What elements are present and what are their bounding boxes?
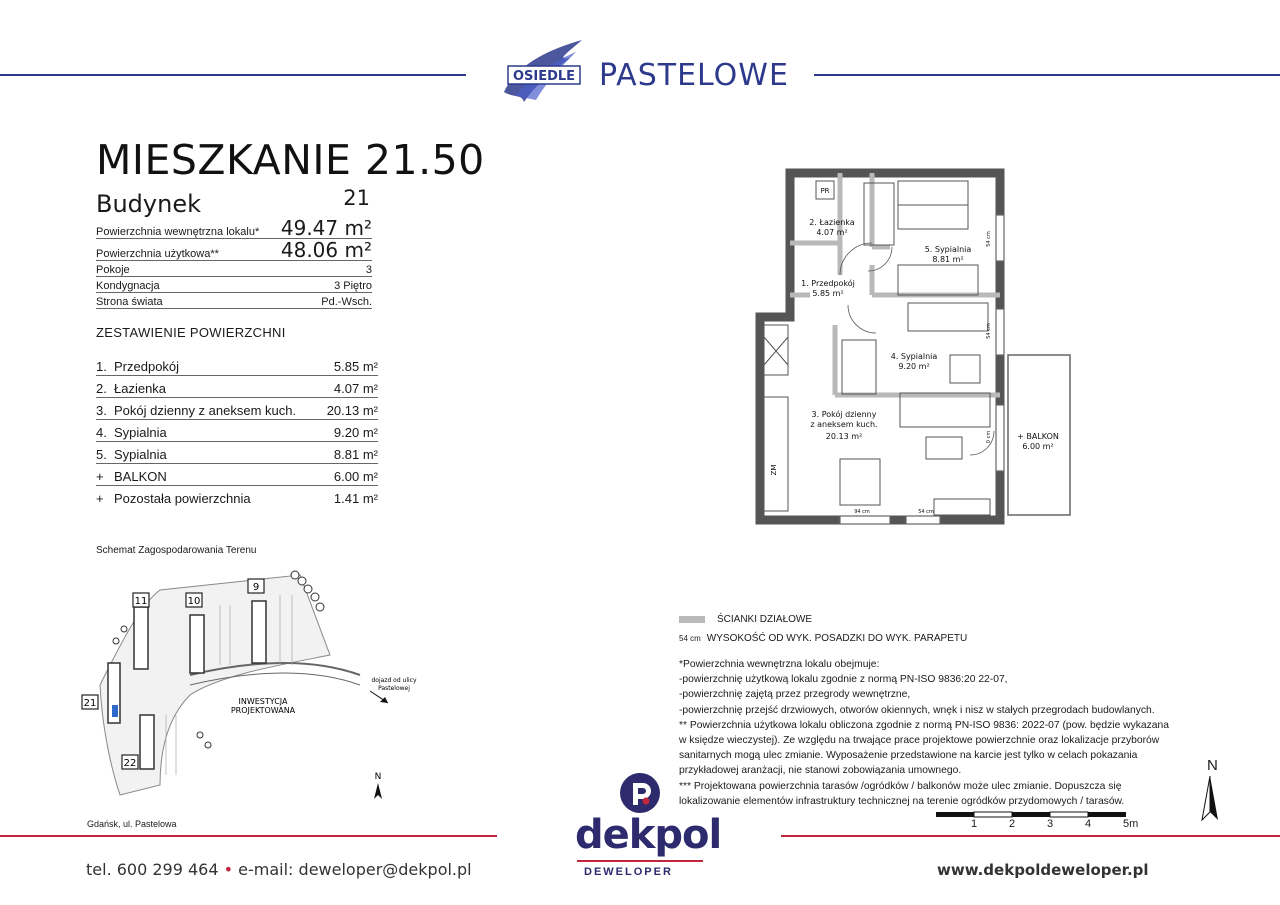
contact-info bbox=[86, 860, 472, 879]
room-label: 5. Sypialnia bbox=[924, 245, 972, 254]
partition-swatch bbox=[679, 616, 705, 623]
room-row bbox=[96, 354, 378, 376]
param-value: Pd.-Wsch. bbox=[321, 296, 372, 308]
access-label: dojazd od ulicy bbox=[371, 677, 417, 684]
scale-bar bbox=[936, 810, 1136, 820]
dekpol-logo-icon bbox=[619, 772, 661, 814]
param-row bbox=[96, 261, 372, 277]
room-area-label: 6.00 m² bbox=[1022, 442, 1054, 451]
room-area: 6.00 m² bbox=[333, 469, 378, 484]
param-label: Kondygnacja bbox=[96, 280, 160, 292]
dimension-label: 54 cm bbox=[918, 509, 934, 515]
room-area: 20.13 m² bbox=[326, 403, 378, 418]
separator-dot-icon: • bbox=[223, 860, 234, 879]
dimension-label: 94 cm bbox=[854, 509, 870, 515]
room-label: 1. Przedpokój bbox=[801, 279, 855, 288]
room-row bbox=[96, 398, 378, 420]
room-area: 5.85 m² bbox=[333, 359, 378, 374]
room-area: 9.20 m² bbox=[333, 425, 378, 440]
brand-name: dekpol bbox=[575, 812, 722, 858]
room-row bbox=[96, 486, 378, 507]
footer-line-right bbox=[781, 835, 1280, 837]
legend-height-text: WYSOKOŚĆ OD WYK. POSADZKI DO WYK. PARAPETU bbox=[706, 633, 968, 644]
room-number: + bbox=[96, 491, 104, 506]
north-label: N bbox=[374, 772, 382, 782]
floor-plan bbox=[750, 165, 1080, 535]
room-name: Łazienka bbox=[114, 381, 167, 396]
param-row bbox=[96, 239, 372, 261]
room-name: BALKON bbox=[114, 469, 167, 484]
param-value: 48.06 m² bbox=[280, 238, 372, 262]
dimension-label: 54 cm bbox=[986, 323, 992, 339]
site-address: Gdańsk, ul. Pastelowa bbox=[87, 819, 177, 829]
scale-label: 3 bbox=[1047, 818, 1054, 830]
apartment-title: MIESZKANIE 21.50 bbox=[96, 136, 485, 184]
room-label: + BALKON bbox=[1017, 432, 1059, 441]
room-area: 4.07 m² bbox=[333, 381, 378, 396]
room-area-label: 20.13 m² bbox=[825, 432, 863, 441]
website-link[interactable]: www.dekpoldeweloper.pl bbox=[937, 861, 1149, 879]
note-line: ** Powierzchnia użytkowa lokalu obliczona zgodnie z normą PN-ISO 9836: 2022-07 (pow. będzie wykazana bbox=[679, 719, 1169, 731]
dimension-label: 54 cm bbox=[986, 231, 992, 247]
room-area-label: 9.20 m² bbox=[898, 362, 930, 371]
email-link[interactable]: e-mail: deweloper@dekpol.pl bbox=[238, 860, 472, 879]
header-line-left bbox=[0, 74, 466, 76]
note-line: -powierzchnię użytkową lokalu zgodnie z normą PN-ISO 9836:20 22-07, bbox=[679, 674, 1008, 686]
room-area-label: 4.07 m² bbox=[816, 228, 848, 237]
param-label: Pokoje bbox=[96, 264, 130, 276]
room-number: 2. bbox=[96, 381, 107, 396]
room-row bbox=[96, 420, 378, 442]
building-label: 9 bbox=[252, 582, 260, 593]
phone-number[interactable]: tel. 600 299 464 bbox=[86, 860, 219, 879]
north-arrow-icon bbox=[374, 783, 382, 799]
room-number: 1. bbox=[96, 359, 107, 374]
note-line: -powierzchnię przejść drzwiowych, otworów okiennych, wnęk i nisz w stałych przegrodach budowlanych. bbox=[679, 704, 1155, 716]
scale-label: 5m bbox=[1123, 818, 1139, 830]
param-label: Powierzchnia wewnętrzna lokalu* bbox=[96, 226, 260, 238]
room-number: 3. bbox=[96, 403, 107, 418]
legend-height bbox=[679, 633, 967, 644]
investment-label: PROJEKTOWANA bbox=[230, 706, 296, 715]
apartment-params bbox=[96, 217, 372, 309]
building-block bbox=[134, 607, 148, 669]
room-number: 4. bbox=[96, 425, 107, 440]
scale-label: 4 bbox=[1085, 818, 1092, 830]
room-label: 2. Łazienka bbox=[809, 218, 855, 227]
room-list bbox=[96, 354, 378, 507]
building-number: 21 bbox=[343, 186, 370, 210]
north-arrow-icon bbox=[1200, 776, 1220, 822]
param-label: Powierzchnia użytkowa** bbox=[96, 248, 219, 260]
param-row bbox=[96, 277, 372, 293]
brand-underline bbox=[577, 860, 703, 862]
dimension-label: 0 cm bbox=[986, 430, 992, 444]
room-name: Pokój dzienny z aneksem kuch. bbox=[114, 403, 297, 418]
room-row bbox=[96, 442, 378, 464]
access-label: Pastelowej bbox=[378, 685, 410, 692]
footer-line-left bbox=[0, 835, 497, 837]
room-number: 5. bbox=[96, 447, 107, 462]
building-label: Budynek bbox=[96, 190, 201, 218]
param-row bbox=[96, 293, 372, 309]
building-label: 11 bbox=[134, 596, 148, 607]
scale-label: 2 bbox=[1009, 818, 1016, 830]
header-line-right bbox=[814, 74, 1280, 76]
param-value: 49.47 m² bbox=[280, 216, 372, 240]
note-line: -powierzchnię zajętą przez przegrody wewnętrzne, bbox=[679, 689, 911, 701]
room-name: Przedpokój bbox=[114, 359, 180, 374]
room-name: Sypialnia bbox=[114, 447, 167, 462]
note-line: przykładowej aranżacji, nie stanowi zobowiązania umownego. bbox=[679, 765, 962, 777]
note-line: w księdze wieczystej). Ze względu na trwające prace projektowe powierzchnie oraz lokalizacje przyborów bbox=[679, 735, 1160, 747]
logo-brush-icon bbox=[496, 36, 592, 110]
room-label: 4. Sypialnia bbox=[890, 352, 938, 361]
room-number: + bbox=[96, 469, 104, 484]
site-plan bbox=[80, 565, 460, 815]
room-label: 3. Pokój dzienny bbox=[811, 410, 877, 419]
north-label: N bbox=[1207, 757, 1218, 774]
building-block bbox=[190, 615, 204, 673]
building-label: 21 bbox=[83, 698, 97, 709]
note-line: lokalizowanie elementów infrastruktury technicznej na terenie ogródków przydomowych / tarasów. bbox=[679, 795, 1125, 807]
building-block bbox=[252, 601, 266, 663]
site-plan-title: Schemat Zagospodarowania Terenu bbox=[96, 545, 257, 556]
logo-badge: OSIEDLE bbox=[512, 69, 576, 84]
legend-height-sample: 54 cm bbox=[679, 634, 701, 643]
notes bbox=[679, 657, 1199, 809]
room-row bbox=[96, 376, 378, 398]
building-label: 22 bbox=[123, 758, 137, 769]
legend-walls bbox=[679, 614, 812, 625]
room-area-label: 5.85 m² bbox=[812, 289, 844, 298]
room-area-label: 8.81 m² bbox=[932, 255, 964, 264]
brand-sub: DEWELOPER bbox=[584, 866, 673, 878]
legend-walls-text: ŚCIANKI DZIAŁOWE bbox=[717, 614, 813, 625]
note-line: *Powierzchnia wewnętrzna lokalu obejmuje: bbox=[679, 659, 880, 670]
fixture-label: PR bbox=[820, 187, 830, 195]
room-label: z aneksem kuch. bbox=[810, 420, 878, 429]
fixture-label: ZM bbox=[770, 464, 778, 476]
room-name: Pozostała powierzchnia bbox=[114, 491, 251, 506]
room-area: 1.41 m² bbox=[333, 491, 378, 506]
param-row bbox=[96, 217, 372, 239]
scale-label: 1 bbox=[971, 818, 978, 830]
building-label: 10 bbox=[187, 596, 201, 607]
param-value: 3 bbox=[365, 264, 372, 276]
building-block bbox=[140, 715, 154, 769]
note-line: sanitarnych mogą ulec zmianie. Wyposażenie przedstawione na karcie jest tylko w celach pokazania bbox=[679, 750, 1138, 762]
summary-title: ZESTAWIENIE POWIERZCHNI bbox=[96, 325, 286, 340]
logo-name: PASTELOWE bbox=[599, 58, 789, 93]
param-label: Strona świata bbox=[96, 296, 163, 308]
investment-label: INWESTYCJA bbox=[238, 697, 288, 706]
note-line: *** Projektowana powierzchnia tarasów /ogródków / balkonów może ulec zmianie. Dopuszcza się bbox=[679, 780, 1122, 792]
room-row bbox=[96, 464, 378, 486]
room-name: Sypialnia bbox=[114, 425, 167, 440]
room-area: 8.81 m² bbox=[333, 447, 378, 462]
param-value: 3 Piętro bbox=[334, 280, 372, 292]
